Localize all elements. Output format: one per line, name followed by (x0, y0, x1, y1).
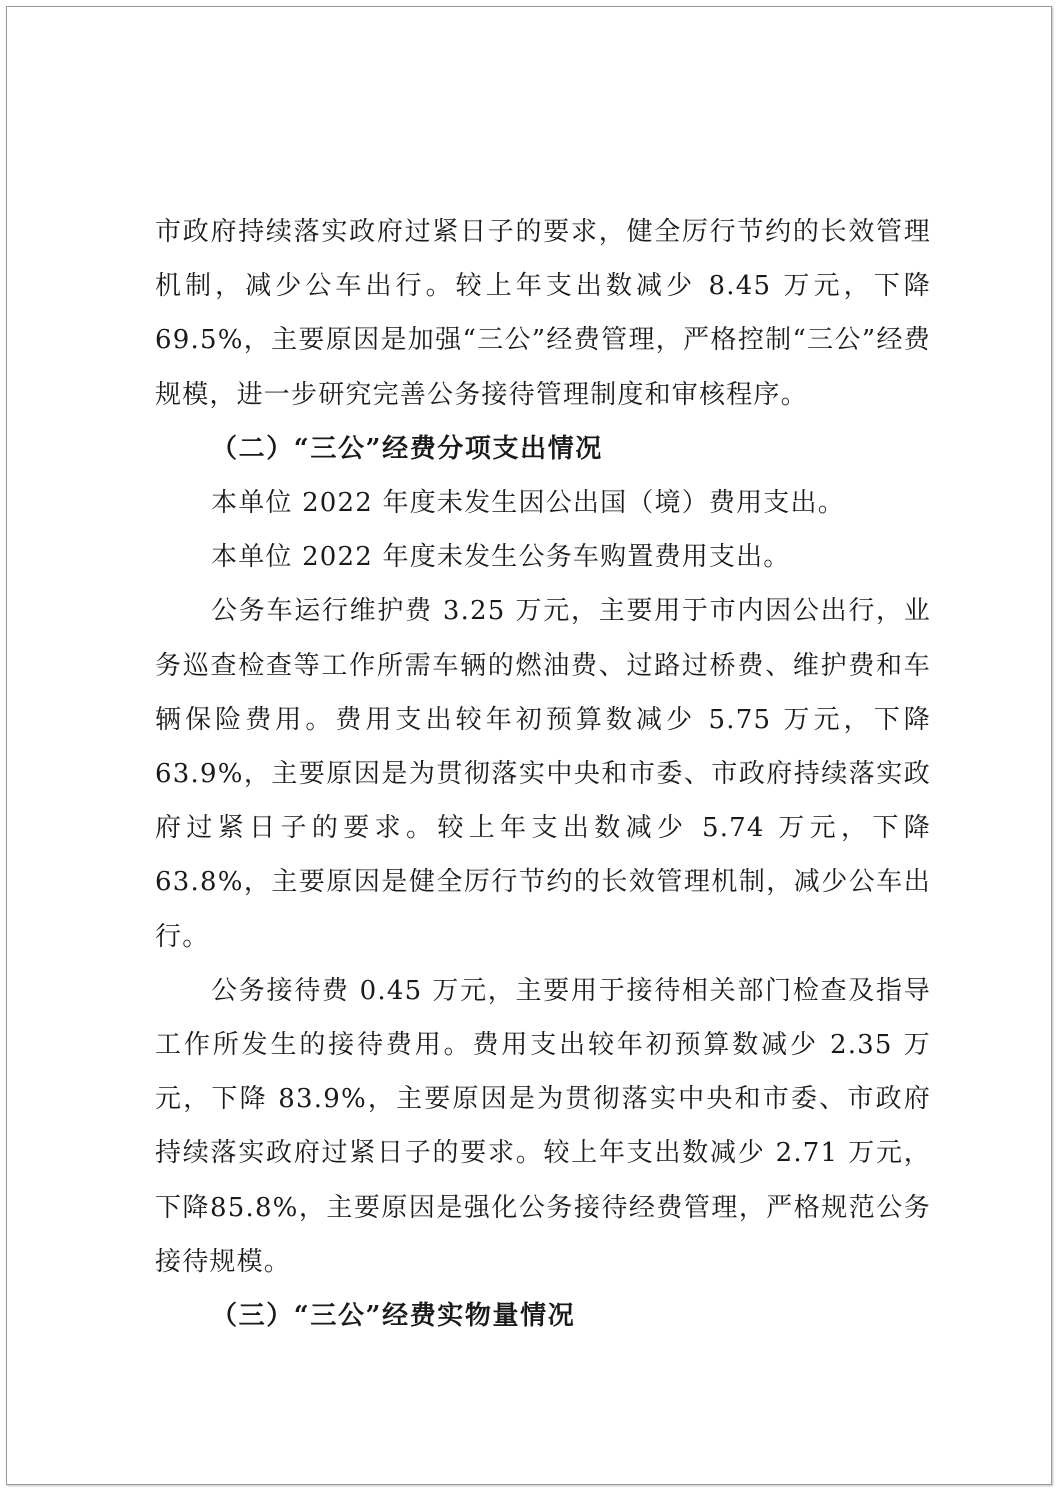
paragraph-overseas-travel: 本单位 2022 年度未发生因公出国（境）费用支出。 (211, 488, 845, 519)
section-heading-two: （二）“三公”经费分项支出情况 (211, 433, 603, 464)
paragraph-continuation: 市政府持续落实政府过紧日子的要求，健全厉行节约的长效管理机制，减少公车出行。较上年支出数减少 8.45 万元，下降69.5%，主要原因是加强“三公”经费管理，严格控制“三公”经费规模，进一步研究完善公务接待管理制度和审核程序。 (155, 217, 931, 410)
paragraph-vehicle-purchase: 本单位 2022 年度未发生公务车购置费用支出。 (211, 542, 791, 573)
document-body (155, 205, 931, 1343)
section-heading-three: （三）“三公”经费实物量情况 (211, 1301, 576, 1332)
paragraph-vehicle-operation: 公务车运行维护费 3.25 万元，主要用于市内因公出行，业务巡查检查等工作所需车辆的燃油费、过路过桥费、维护费和车辆保险费用。费用支出较年初预算数减少 5.75 万元，下降63.9%，主要原因是为贯彻落实中央和市委、市政府持续落实政府过紧日子的要求。较上年支出数减少 5.74 万元，下降 63.8%，主要原因是健全厉行节约的长效管理机制，减少公车出行。 (155, 596, 931, 952)
paragraph-reception: 公务接待费 0.45 万元，主要用于接待相关部门检查及指导工作所发生的接待费用。费用支出较年初预算数减少 2.35 万元，下降 83.9%，主要原因是为贯彻落实中央和市委、市政府持续落实政府过紧日子的要求。较上年支出数减少 2.71 万元，下降85.8%，主要原因是强化公务接待经费管理，严格规范公务接待规模。 (155, 975, 931, 1277)
document-page (6, 6, 1052, 1485)
